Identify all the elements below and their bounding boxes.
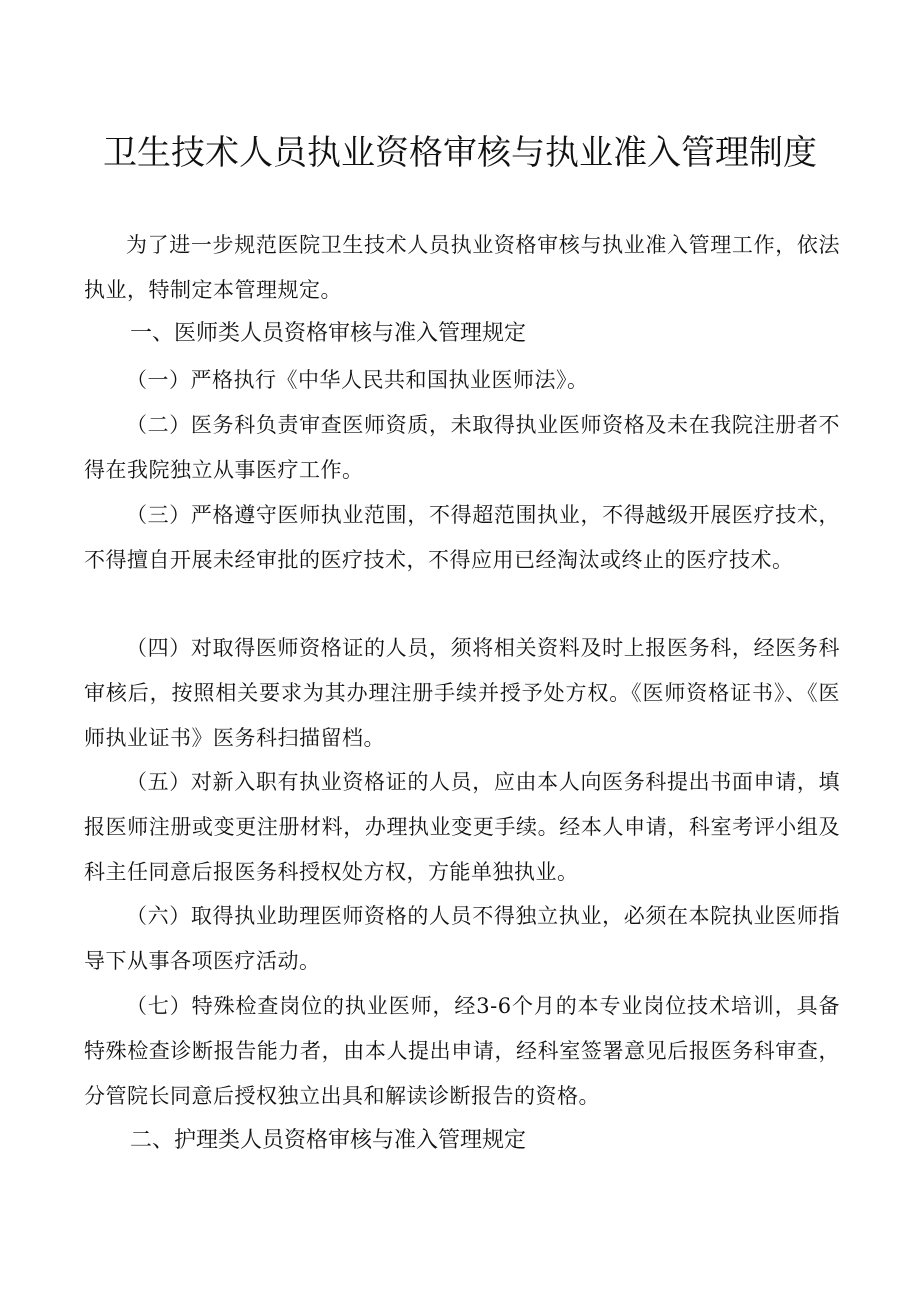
intro-paragraph: 为了进一步规范医院卫生技术人员执业资格审核与执业准入管理工作，依法执业，特制定本管理规定。: [84, 233, 840, 302]
section-1-item-6: （六）取得执业助理医师资格的人员不得独立执业，必须在本院执业医师指导下从事各项医疗活动。: [84, 904, 840, 973]
section-1-item-2: （二）医务科负责审查医师资质，未取得执业医师资格及未在我院注册者不得在我院独立从事医疗工作。: [84, 413, 840, 482]
section-1-item-5: （五）对新入职有执业资格证的人员，应由本人向医务科提出书面申请，填报医师注册或变更注册材料，办理执业变更手续。经本人申请，科室考评小组及科主任同意后报医务科授权处方权，方能单独执业。: [84, 770, 840, 884]
section-1-heading: 一、医师类人员资格审核与准入管理规定: [130, 321, 527, 346]
section-1-item-7: （七）特殊检查岗位的执业医师，经3-6个月的本专业岗位技术培训，具备特殊检查诊断报告能力者，由本人提出申请，经科室签署意见后报医务科审查，分管院长同意后授权独立出具和解读诊断报告的资格。: [84, 994, 840, 1108]
section-2-heading: 二、护理类人员资格审核与准入管理规定: [130, 1128, 527, 1153]
section-1-item-1: （一）严格执行《中华人民共和国执业医师法》。: [126, 368, 589, 392]
section-1-item-4: （四）对取得医师资格证的人员，须将相关资料及时上报医务科，经医务科审核后，按照相关要求为其办理注册手续并授予处方权。《医师资格证书》、《医师执业证书》医务科扫描留档。: [84, 636, 840, 750]
section-1-item-3: （三）严格遵守医师执业范围，不得超范围执业，不得越级开展医疗技术，不得擅自开展未经审批的医疗技术，不得应用已经淘汰或终止的医疗技术。: [84, 503, 840, 572]
document-title: 卫生技术人员执业资格审核与执业准入管理制度: [103, 133, 817, 173]
